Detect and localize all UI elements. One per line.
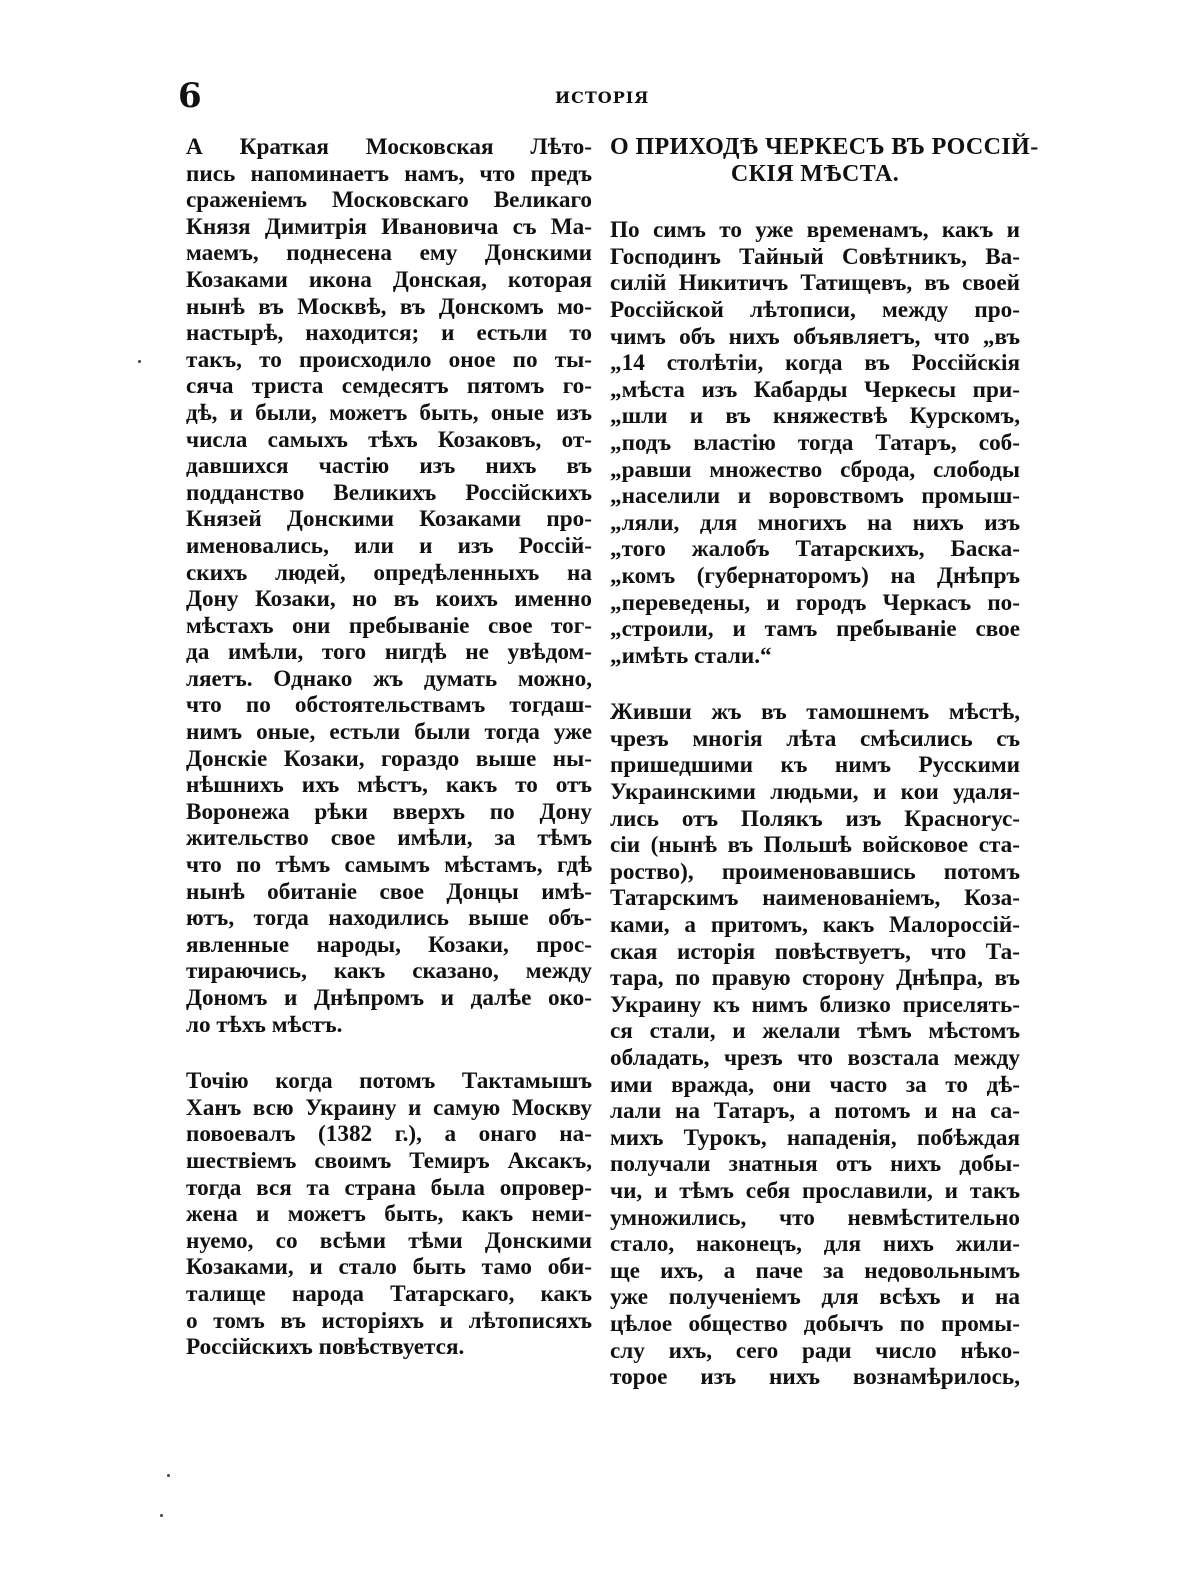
text-line: получали знатныя отъ нихъ добы- [610,1151,1020,1178]
text-line: Россійской лѣтописи, между про- [610,296,1020,323]
page-number: 6 [178,76,202,116]
text-line: роство), проименовавшись потомъ [610,858,1020,885]
text-line: Украинскими людьми, и кои удаля- [610,779,1020,806]
text-line: Донскіе Козаки, гораздо выше ны- [186,745,592,772]
text-line: „комъ (губернаторомъ) на Днѣпръ [610,562,1020,589]
right-paragraph-2 [610,699,1020,1390]
text-line: о томъ въ исторіяхъ и лѣтописяхъ [186,1307,592,1334]
right-column [610,134,1039,1391]
text-line: ще ихъ, а паче за недовольнымъ [610,1257,1020,1284]
text-line: „населили и воровствомъ промыш- [610,483,1020,510]
text-line: По симъ то уже временамъ, какъ и [610,217,1020,244]
text-line: Украину къ нимъ близко приселять- [610,991,1020,1018]
text-line: чрезъ многія лѣта смѣсились съ [610,725,1020,752]
text-line: тогда вся та страна была опровер- [186,1174,592,1201]
text-line: числа самыхъ тѣхъ Козаковъ, от- [186,426,592,453]
scan-speck [167,1474,170,1477]
right-paragraph-1 [610,217,1020,669]
text-line: явленные народы, Козаки, прос- [186,931,592,958]
text-line: да имѣли, того нигдѣ не увѣдом- [186,639,592,666]
text-line: „переведены, и городъ Черкасъ по- [610,589,1020,616]
text-line: талище народа Татарскаго, какъ [186,1280,592,1307]
text-line: ками, а притомъ, какъ Малороссій- [610,912,1020,939]
left-paragraph-1 [186,134,592,1038]
text-line: ляетъ. Однако жъ думать можно, [186,665,592,692]
text-line: нуемо, со всѣми тѣми Донскими [186,1227,592,1254]
text-line: подданство Великихъ Россійскихъ [186,479,592,506]
text-line: ская исторія повѣствуетъ, что Та- [610,938,1020,965]
text-line: ютъ, тогда находились выше объ- [186,905,592,932]
text-line: „того жалобъ Татарскихъ, Баска- [610,536,1020,563]
text-line: давшихся частію изъ нихъ въ [186,453,592,480]
text-line: слу ихъ, сего ради число нѣко- [610,1337,1020,1364]
text-line: Живши жъ въ тамошнемъ мѣстѣ, [610,699,1020,726]
text-line: сяча триста семдесятъ пятомъ го- [186,373,592,400]
scan-speck [138,360,141,363]
text-line: скихъ людей, опредѣленныхъ на [186,559,592,586]
text-line: силій Никитичъ Татищевъ, въ своей [610,270,1020,297]
text-line: ло тѣхъ мѣстъ. [186,1011,343,1038]
section-heading [610,134,1039,187]
text-line: обладать, чрезъ что возстала между [610,1045,1020,1071]
text-line: стало, наконецъ, для нихъ жили- [610,1231,1020,1258]
text-line: СКІЯ МѢСТА. [730,160,900,187]
text-line: нынѣ въ Москвѣ, въ Донскомъ мо- [186,293,592,320]
text-line: „ляли, для многихъ на нихъ изъ [610,509,1020,536]
text-line: Точію когда потомъ Тактамышъ [186,1068,592,1095]
text-line: сіи (нынѣ въ Польшѣ войсковое ста- [610,832,1020,859]
text-line: ся стали, и желали тѣмъ мѣстомъ [610,1018,1020,1045]
text-line: тара, по правую сторону Днѣпра, въ [610,965,1020,992]
text-line: „мѣста изъ Кабарды Черкесы при- [610,376,1020,403]
text-line: что по обстоятельствамъ тогдаш- [186,692,592,719]
text-line: тираючись, какъ сказано, между [186,958,592,985]
text-line: пись напоминаетъ намъ, что предъ [186,160,592,187]
text-line: жительство свое имѣли, за тѣмъ [186,825,592,852]
text-line: Дономъ и Днѣпромъ и далѣе око- [186,985,592,1011]
running-head: ИСТОРІЯ [555,88,650,107]
text-line: маемъ, поднесена ему Донскими [186,240,592,267]
text-line: михъ Турокъ, нападенія, побѣждая [610,1124,1020,1151]
text-line: шествіемъ своимъ Темиръ Аксакъ, [186,1147,592,1174]
text-line: цѣлое общество добычъ по промы- [610,1310,1020,1337]
text-line: настырѣ, находится; и естьли то [186,320,592,347]
text-line: Ханъ всю Украину и самую Москву [186,1094,592,1121]
text-line: Козаками икона Донская, которая [186,266,592,293]
text-line: дѣ, и были, можетъ быть, оные изъ [186,399,592,426]
text-line: такъ, то происходило оное по ты- [186,346,592,373]
text-line: „строили, и тамъ пребываніе свое [610,616,1020,643]
left-paragraph-2 [186,1068,592,1361]
text-line: пришедшими къ нимъ Русскими [610,752,1020,779]
text-line: Россійскихъ повѣствуется. [186,1334,465,1361]
text-line: жена и можетъ быть, какъ неми- [186,1201,592,1228]
text-line: лись отъ Полякъ изъ Красноrус- [610,805,1020,832]
text-line: ими вражда, они часто за то дѣ- [610,1071,1020,1098]
text-line: лали на Татаръ, а потомъ и на са- [610,1098,1020,1125]
text-line: чи, и тѣмъ себя прославили, и такъ [610,1177,1020,1204]
text-line: Козаками, и стало быть тамо оби- [186,1254,592,1281]
scan-speck [160,1514,163,1517]
text-line: „равши множество сброда, слободы [610,456,1020,483]
text-line: Татарскимъ наименованіемъ, Коза- [610,885,1020,912]
text-line: О ПРИХОДѢ ЧЕРКЕСЪ ВЪ РОССІЙ- [610,134,1039,160]
text-line: что по тѣмъ самымъ мѣстамъ, гдѣ [186,852,592,879]
text-line: Князя Димитрія Ивановича съ Ма- [186,213,592,240]
text-line: умножились, что невмѣстительно [610,1204,1020,1231]
text-line: нимъ оные, естьли были тогда уже [186,719,592,746]
text-line: „подъ властію тогда Татаръ, соб- [610,429,1020,456]
text-line: мѣстахъ они пребываніе свое тог- [186,612,592,639]
text-line: повоевалъ (1382 г.), а онаго на- [186,1121,592,1148]
text-line: Дону Козаки, но въ коихъ именно [186,586,592,613]
text-line: „14 столѣтіи, когда въ Россійскія [610,350,1020,377]
text-line: торое изъ нихъ вознамѣрилось, [610,1364,1020,1391]
text-line: Господинъ Тайный Совѣтникъ, Ва- [610,243,1020,270]
text-line: „имѣть стали.“ [610,642,772,669]
text-line: Князей Донскими Козаками про- [186,506,592,533]
text-line: чимъ объ нихъ объявляетъ, что „въ [610,323,1020,350]
text-line: „шли и въ княжествѣ Курскомъ, [610,403,1020,430]
text-line: именовались, или и изъ Россій- [186,532,592,559]
left-column [186,134,592,1361]
text-line: Воронежа рѣки вверхъ по Дону [186,798,592,825]
text-line: А Краткая Московская Лѣто- [186,134,592,160]
text-line: нѣшнихъ ихъ мѣстъ, какъ то отъ [186,772,592,799]
text-line: сраженіемъ Московскаго Великаго [186,187,592,214]
text-line: уже полученіемъ для всѣхъ и на [610,1284,1020,1311]
text-line: нынѣ обитаніе свое Донцы имѣ- [186,878,592,905]
